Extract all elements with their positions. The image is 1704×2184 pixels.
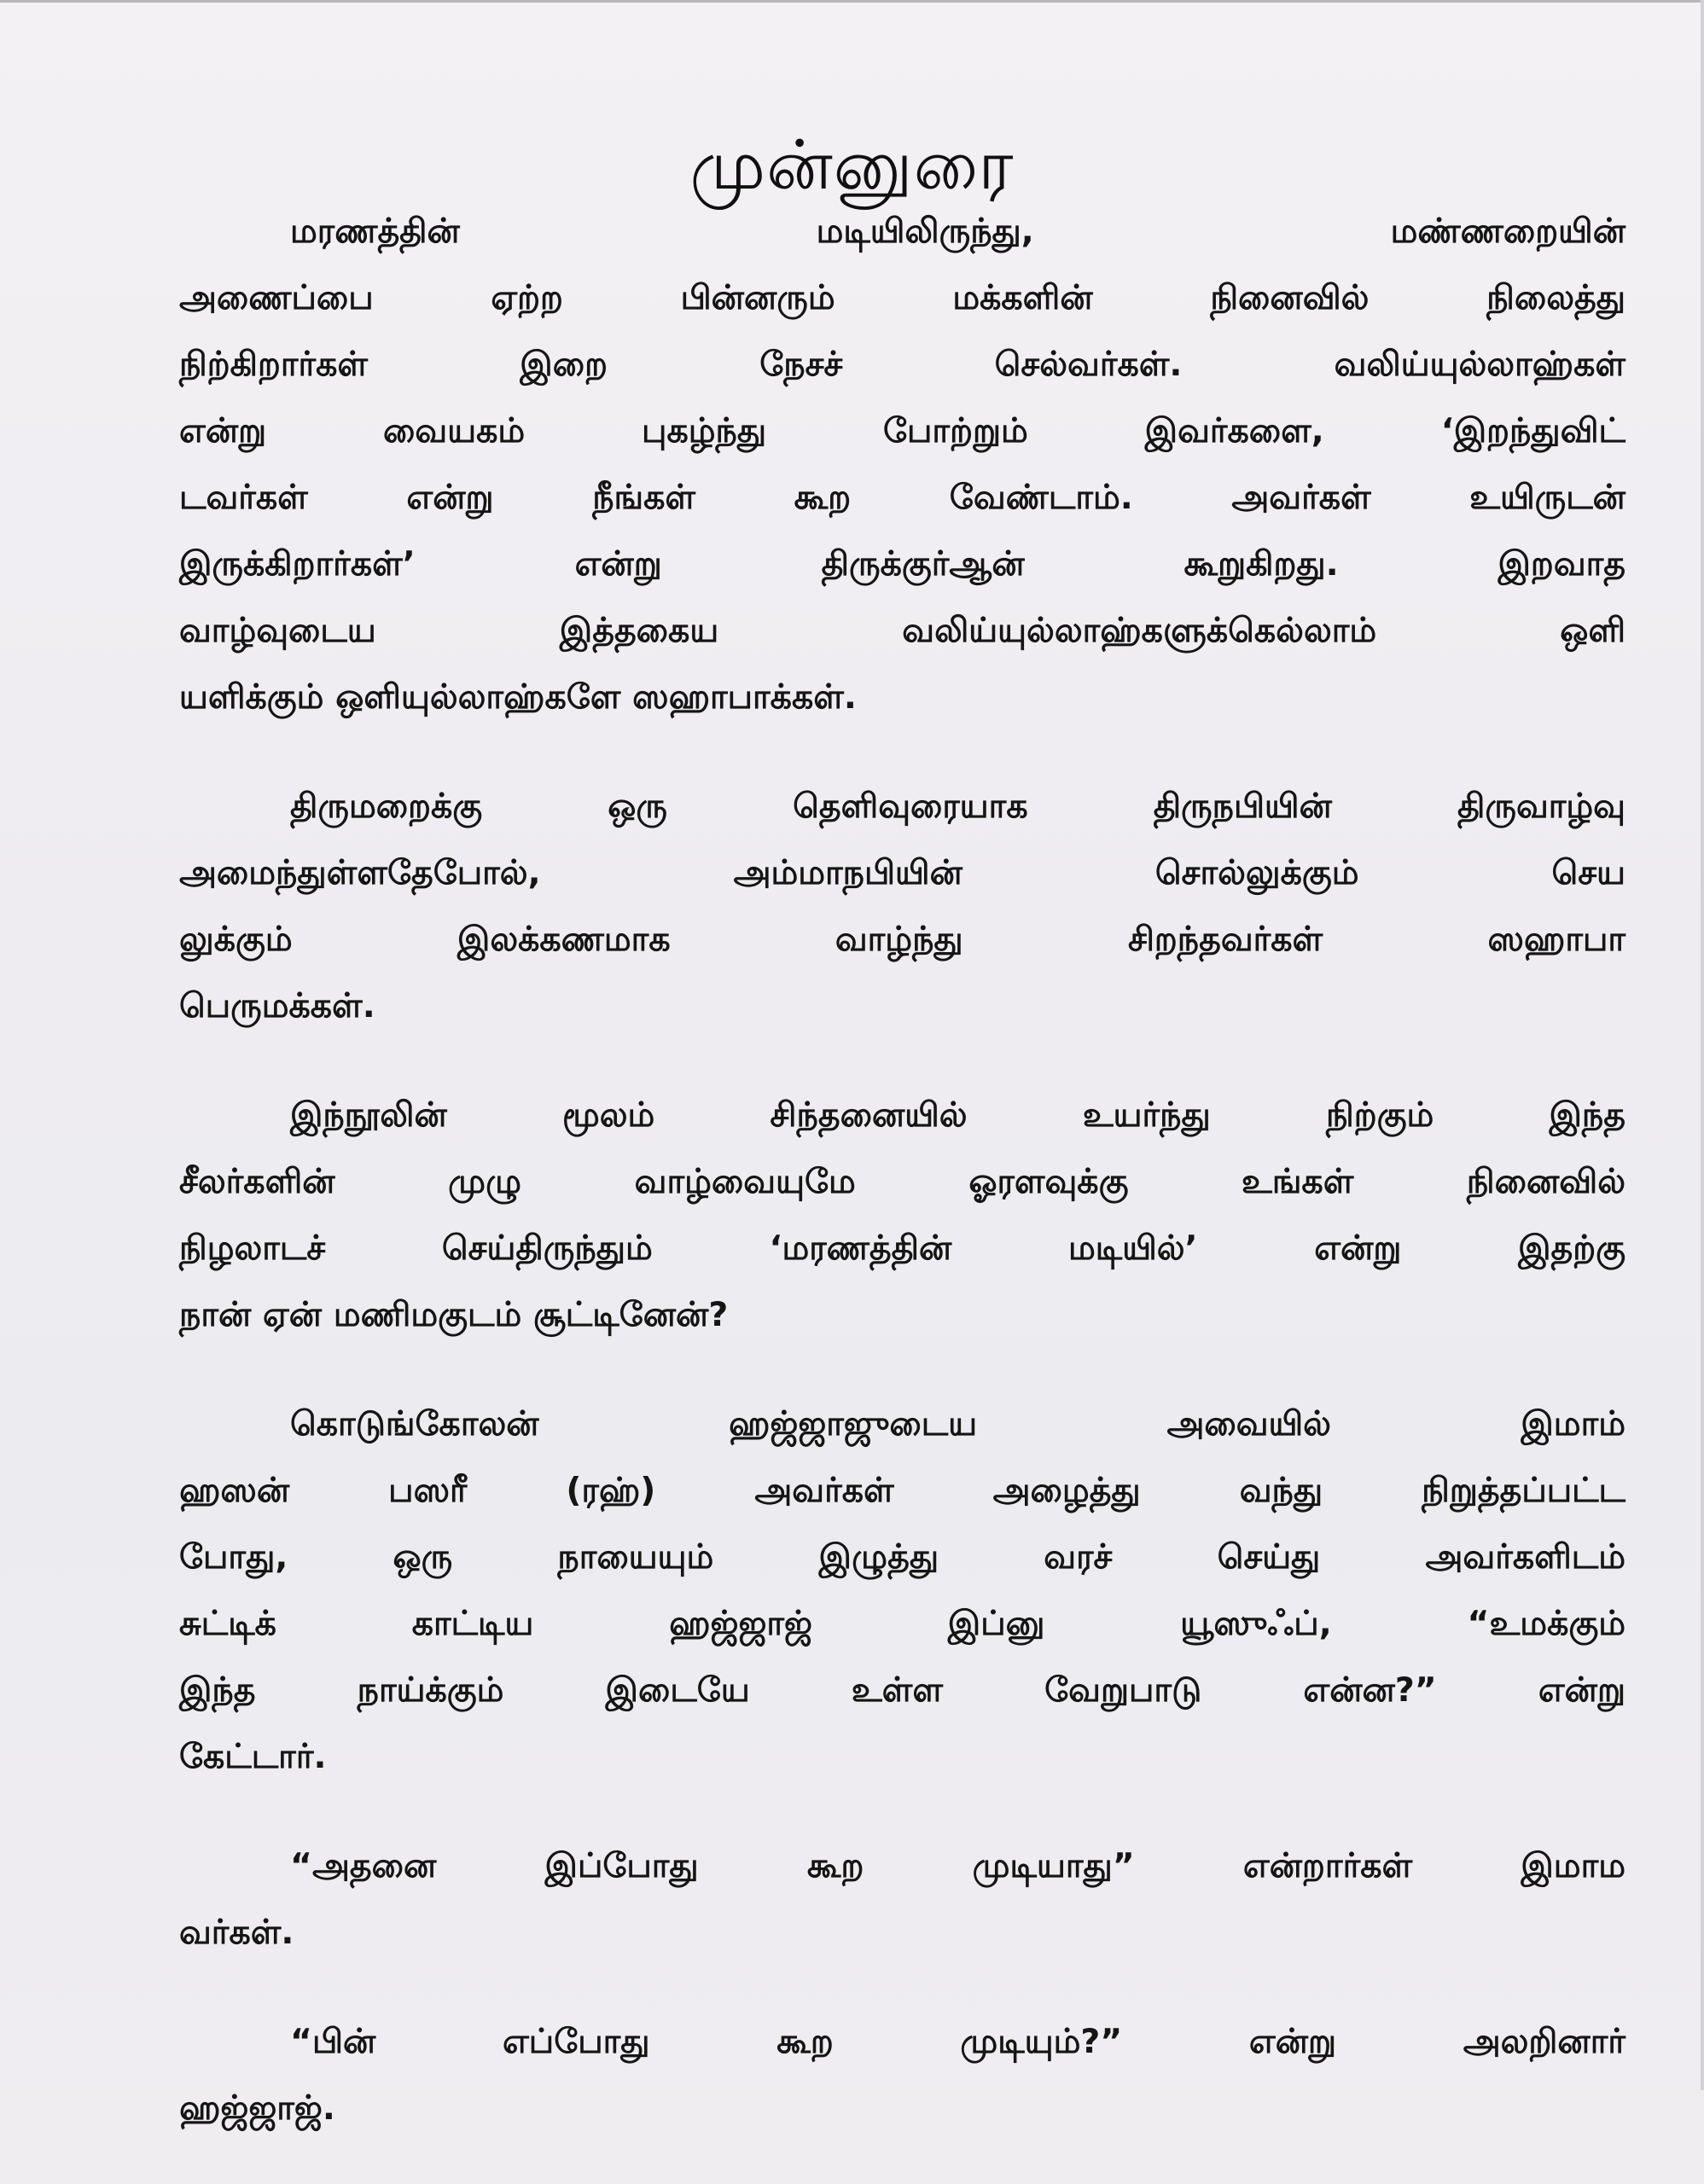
text-line: லுக்கும் இலக்கணமாக வாழ்ந்து சிறந்தவர்கள் ஸஹாபா (179, 920, 1625, 959)
text-line: பெருமக்கள். (179, 986, 375, 1025)
paragraph-4 (179, 1391, 1625, 1790)
text-line: நான் ஏன் மணிமகுடம் சூட்டினேன்? (179, 1295, 729, 1334)
text-line: அணைப்பை ஏற்ற பின்னரும் மக்களின் நினைவில் நிலைத்து (179, 278, 1625, 317)
text-line: திருமறைக்கு ஒரு தெளிவுரையாக திருநபியின் திருவாழ்வு (290, 787, 1625, 826)
text-line: இந்த நாய்க்கும் இடையே உள்ள வேறுபாடு என்ன?” என்று (179, 1670, 1625, 1710)
text-line: சீலர்களின் முழு வாழ்வையுமே ஓரளவுக்கு உங்கள் நினைவில் (179, 1162, 1625, 1201)
text-line: கேட்டார். (179, 1737, 327, 1776)
paragraph-3 (179, 1082, 1625, 1348)
paragraph-5 (179, 1833, 1625, 1966)
right-edge (1701, 0, 1704, 2090)
paragraph-1 (179, 198, 1625, 730)
top-border (0, 0, 1704, 3)
text-line: ஹஸன் பஸரீ (ரஹ்) அவர்கள் அழைத்து வந்து நிறுத்தப்பட்ட (179, 1471, 1625, 1510)
text-line: “பின் எப்போது கூற முடியும்?” என்று அலறினார் (290, 2022, 1625, 2061)
text-line: நிற்கிறார்கள் இறை நேசச் செல்வர்கள். வலிய்யுல்லாஹ்கள் (179, 345, 1625, 384)
paragraph-2 (179, 773, 1625, 1039)
text-line: வாழ்வுடைய இத்தகைய வலிய்யுல்லாஹ்களுக்கெல்லாம் ஒளி (179, 611, 1625, 650)
body-text (179, 198, 1625, 2184)
text-line: மரணத்தின் மடியிலிருந்து, மண்ணறையின் (290, 212, 1625, 251)
text-line: இந்நூலின் மூலம் சிந்தனையில் உயர்ந்து நிற்கும் இந்த (290, 1095, 1625, 1135)
paragraph-6 (179, 2008, 1625, 2141)
text-line: அமைந்துள்ளதேபோல், அம்மாநபியின் சொல்லுக்கும் செய (179, 853, 1625, 892)
text-line: ஹஜ்ஜாஜ். (179, 2088, 335, 2128)
text-line: வர்கள். (179, 1913, 294, 1952)
text-line: கொடுங்கோலன் ஹஜ்ஜாஜுடைய அவையில் இமாம் (290, 1404, 1625, 1443)
text-line: சுட்டிக் காட்டிய ஹஜ்ஜாஜ் இப்னு யூஸுஃப், “உமக்கும் (179, 1604, 1625, 1643)
text-line: என்று வையகம் புகழ்ந்து போற்றும் இவர்களை, ‘இறந்துவிட் (179, 411, 1625, 450)
text-line: யளிக்கும் ஒளியுல்லாஹ்களே ஸஹாபாக்கள். (179, 677, 857, 717)
text-line: இருக்கிறார்கள்’ என்று திருக்குர்ஆன் கூறுகிறது. இறவாத (179, 544, 1625, 584)
text-line: டவர்கள் என்று நீங்கள் கூற வேண்டாம். அவர்கள் உயிருடன் (179, 478, 1625, 517)
text-line: “அதனை இப்போது கூற முடியாது” என்றார்கள் இமாம (290, 1846, 1625, 1885)
text-line: போது, ஒரு நாயையும் இழுத்து வரச் செய்து அவர்களிடம் (179, 1537, 1625, 1577)
page-title: முன்னுரை (689, 125, 1015, 205)
text-line: நிழலாடச் செய்திருந்தும் ‘மரணத்தின் மடியில்’ என்று இதற்கு (179, 1228, 1625, 1268)
